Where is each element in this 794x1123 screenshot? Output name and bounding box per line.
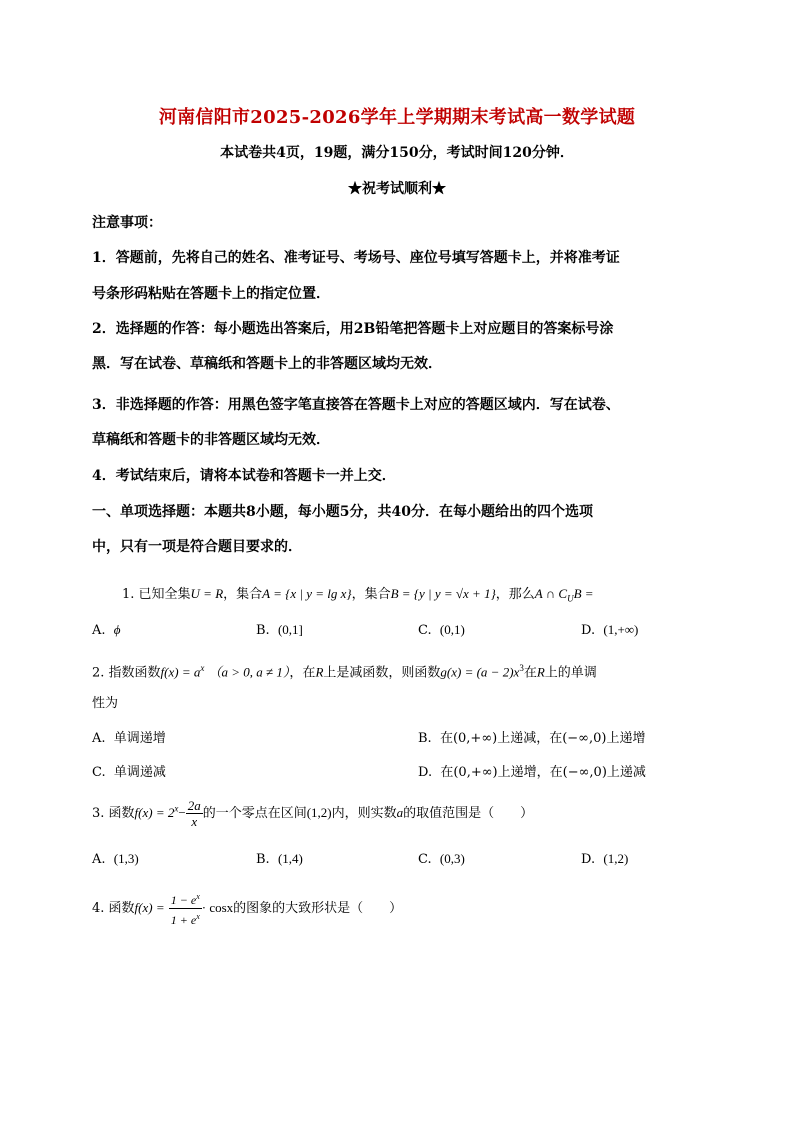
note-3-line-2: 草稿纸和答题卡的非答题区域均无效． <box>92 432 330 448</box>
q2-option-d[interactable]: D. 在(0,+∞)上递增，在(−∞,0)上递减 <box>418 765 646 780</box>
question-1: 1. 已知全集U = R，集合A = {x | y = lg x}，集合B = {y | y = √x + 1}，那么A ∩ $C_UB$ = <box>122 586 594 604</box>
note-4: 4．考试结束后，请将本试卷和答题卡一并上交． <box>92 468 396 484</box>
q2-option-c[interactable]: C. 单调递减 <box>92 765 166 780</box>
note-3-line-1: 3．非选择题的作答：用黑色签字笔直接答在答题卡上对应的答题区域内．写在试卷、 <box>92 397 620 413</box>
blessing: ★祝考试顺利★ <box>348 181 446 197</box>
question-4: 4. 函数f(x) = $\frac{1 - e^x}{1 + e^x}$ · cosx的图象的大致形状是（ ） <box>92 889 402 928</box>
section-1-line-2: 中，只有一项是符合题目要求的． <box>92 539 302 555</box>
q1-option-d[interactable]: D. (1,+∞) <box>581 622 639 638</box>
q3-option-a[interactable]: A. (1,3) <box>92 851 139 867</box>
q1-option-c[interactable]: C. (0,1) <box>418 622 465 638</box>
exam-info: 本试卷共4页，19题，满分150分，考试时间120分钟． <box>220 145 574 161</box>
note-2-line-2: 黑．写在试卷、草稿纸和答题卡上的非答题区域均无效． <box>92 356 442 372</box>
question-3: 3. 函数$f(x) = 2^x-$ $\frac{2a}{x}$ 的一个零点在区间(1,2)内，则实数a的取值范围是（ ） <box>92 798 534 829</box>
section-1-line-1: 一、单项选择题：本题共8小题，每小题5分，共40分．在每小题给出的四个选项 <box>92 504 593 520</box>
question-2-line-1: 2. 指数函数$f(x) = a^x$ （a > 0, a ≠ 1），在R上是减函数，则函数$g(x) = (a - 2)x^3$在R上的单调 <box>92 663 597 681</box>
note-1-line-1: 1．答题前，先将自己的姓名、准考证号、考场号、座位号填写答题卡上，并将准考证 <box>92 250 620 266</box>
q1-option-a[interactable]: A. ϕ <box>92 622 121 638</box>
question-2-line-2: 性为 <box>92 696 119 711</box>
notes-heading: 注意事项： <box>92 215 162 231</box>
q2-option-b[interactable]: B. 在(0,+∞)上递减，在(−∞,0)上递增 <box>418 731 646 746</box>
q3-option-b[interactable]: B. (1,4) <box>256 851 303 867</box>
note-1-line-2: 号条形码粘贴在答题卡上的指定位置． <box>92 286 330 302</box>
exam-title: 河南信阳市2025-2026学年上学期期末考试高一数学试题 <box>158 107 636 128</box>
note-2-line-1: 2．选择题的作答：每小题选出答案后，用2B铅笔把答题卡上对应题目的答案标号涂 <box>92 321 614 337</box>
q1-option-b[interactable]: B. (0,1] <box>256 622 303 638</box>
q3-option-c[interactable]: C. (0,3) <box>418 851 465 867</box>
q3-option-d[interactable]: D. (1,2) <box>581 851 629 867</box>
q2-option-a[interactable]: A. 单调递增 <box>92 731 166 746</box>
